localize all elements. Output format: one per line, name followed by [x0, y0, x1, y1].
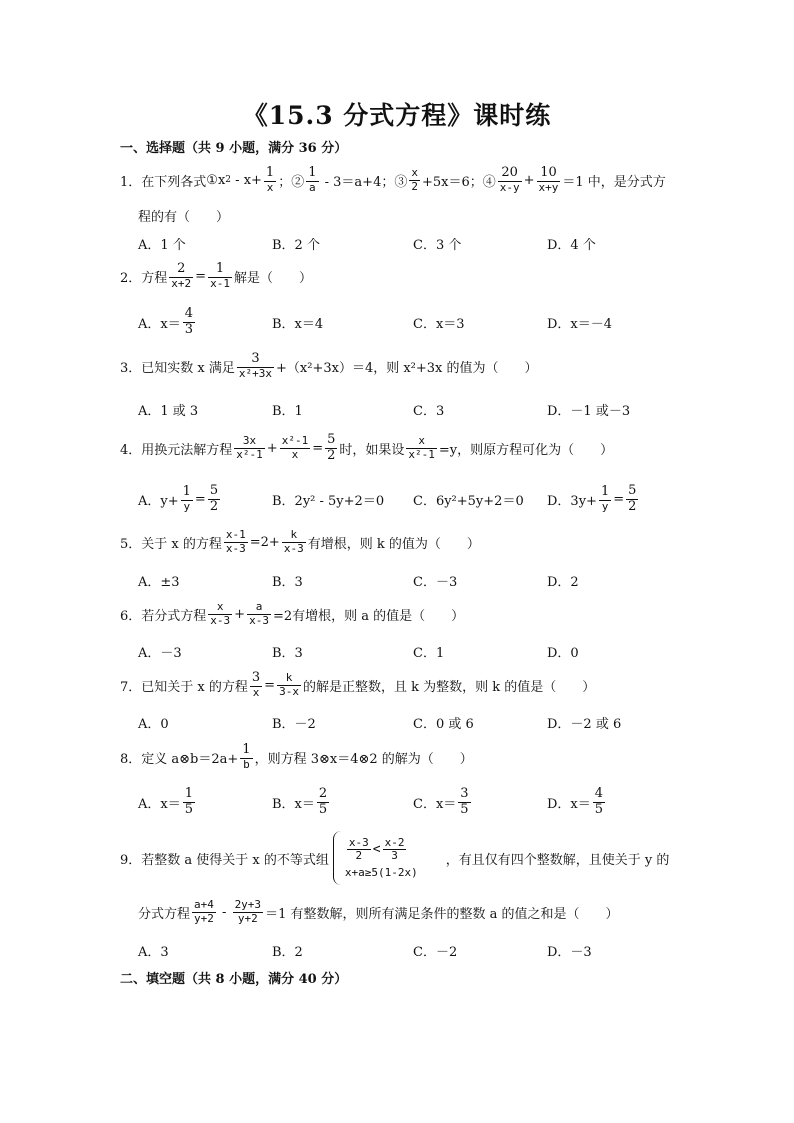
- numerator: 2y+3: [234, 898, 262, 912]
- denominator: 5: [318, 801, 328, 817]
- option-label: B．x＝: [272, 796, 315, 812]
- fraction: [599, 485, 611, 512]
- numerator: 1: [184, 786, 194, 802]
- inequality-row-1: [345, 837, 418, 862]
- fraction: [383, 837, 407, 862]
- option-b: B．－2: [272, 716, 316, 732]
- denominator: y: [183, 499, 191, 513]
- denominator: a: [309, 180, 316, 194]
- question-number: 2．: [120, 270, 142, 286]
- numerator: 1: [308, 165, 317, 181]
- fraction: [192, 899, 216, 924]
- question-8: [120, 738, 710, 776]
- denominator: x-3: [225, 541, 246, 555]
- question-4: [120, 428, 710, 468]
- numerator: 1: [600, 484, 610, 500]
- question-text: ，有且仅有四个整数解，且使关于 y 的: [445, 852, 670, 868]
- denominator: x-3: [249, 613, 269, 627]
- question-text: 若整数 a 使得关于 x 的不等式组: [141, 852, 329, 868]
- expr-text: +5x＝6；④: [421, 174, 496, 190]
- option-a: [138, 784, 197, 820]
- question-9-options: [138, 935, 698, 965]
- option-d: D．x＝－4: [547, 316, 613, 332]
- question-2-options: [138, 304, 698, 340]
- numerator: 4: [184, 306, 194, 322]
- question-text: 定义 a⊗b＝2a+: [141, 751, 239, 767]
- numerator: x²-1: [281, 434, 309, 448]
- section-heading-choice: 一、选择题（共 9 小题，满分 36 分）: [120, 141, 348, 156]
- expr-text: ①x: [206, 172, 226, 188]
- fraction: [458, 787, 470, 817]
- option-a: A．3: [138, 944, 169, 960]
- denominator: 5: [460, 801, 469, 817]
- question-number: 3．: [120, 360, 142, 376]
- question-number: 9．: [120, 852, 142, 868]
- fraction: [247, 601, 271, 626]
- inequality-row-2: x+a≥5(1-2x): [344, 866, 418, 880]
- option-label: A．x＝: [138, 796, 181, 812]
- numerator: 3x: [242, 434, 257, 448]
- denominator: x: [252, 685, 260, 699]
- fraction: [208, 262, 232, 289]
- fraction: [183, 787, 195, 817]
- question-3: [120, 346, 710, 386]
- numerator: a+4: [194, 898, 214, 912]
- option-b: B．2 个: [272, 237, 320, 253]
- fraction: [325, 433, 337, 463]
- fraction: [317, 787, 329, 817]
- option-c: C．x＝3: [413, 316, 465, 332]
- denominator: x²+3x: [238, 366, 273, 380]
- option-b: B．3: [272, 645, 303, 661]
- fraction: [208, 484, 220, 514]
- numerator: 1: [215, 261, 225, 277]
- fraction: [280, 435, 311, 460]
- numerator: 5: [327, 432, 336, 448]
- option-b: B．2: [272, 944, 303, 960]
- denominator: x-1: [210, 276, 230, 290]
- brace-icon: [333, 831, 342, 885]
- denominator: y: [601, 499, 609, 513]
- option-d: D．－3: [547, 944, 592, 960]
- numerator: x-1: [225, 528, 246, 542]
- question-number: 8．: [120, 751, 142, 767]
- option-b: [272, 784, 331, 820]
- fraction: [537, 166, 561, 193]
- denominator: 2: [411, 179, 418, 193]
- question-5-options: [138, 565, 698, 595]
- expr-text: =: [613, 491, 625, 507]
- expr-text: +: [523, 172, 535, 188]
- denominator: x-3: [210, 613, 231, 627]
- option-c: C．1: [413, 645, 445, 661]
- section-heading-fill: 二、填空题（共 8 小题，满分 40 分）: [120, 972, 348, 987]
- numerator: 1: [182, 484, 191, 500]
- denominator: x: [266, 180, 274, 194]
- expr-text: - x+: [231, 172, 262, 188]
- fraction: [406, 435, 437, 460]
- numerator: 3: [460, 786, 469, 802]
- expr-text: ；②: [278, 174, 305, 190]
- option-d: D．－1 或－3: [547, 403, 631, 419]
- option-d: D．－2 或 6: [547, 716, 622, 732]
- fraction: [347, 837, 371, 862]
- option-c: C．－3: [413, 574, 458, 590]
- denominator: 5: [184, 801, 194, 817]
- numerator: 2: [318, 786, 328, 802]
- expr-text: +: [266, 440, 278, 456]
- question-8-options: [138, 784, 698, 820]
- question-text: 解是（ ）: [233, 270, 312, 286]
- fraction: [277, 672, 301, 697]
- inequality-system: [333, 831, 418, 885]
- option-d: [547, 784, 607, 820]
- denominator: x-3: [283, 541, 304, 555]
- denominator: 3-x: [279, 684, 299, 698]
- denominator: y+2: [237, 911, 258, 925]
- question-text: 时，如果设: [339, 442, 405, 458]
- denominator: 3: [184, 321, 194, 337]
- exponent: 2: [225, 175, 232, 185]
- option-label: A．y+: [138, 493, 179, 509]
- expr-text: -: [217, 904, 231, 920]
- option-d: D．4 个: [547, 237, 596, 253]
- option-c: C．0 或 6: [413, 716, 474, 732]
- option-b: B．1: [272, 403, 303, 419]
- denominator: x²-1: [236, 447, 263, 461]
- fraction: [409, 167, 420, 192]
- numerator: 1: [242, 742, 251, 758]
- option-a: [138, 480, 222, 518]
- fraction: [240, 743, 252, 770]
- question-6-options: [138, 636, 698, 666]
- numerator: x: [216, 600, 224, 614]
- question-text: 用换元法解方程: [141, 442, 233, 458]
- denominator: x²-1: [408, 447, 435, 461]
- option-c: C．3 个: [413, 237, 462, 253]
- numerator: k: [285, 671, 293, 685]
- question-text: 有增根，则 k 的值为（ ）: [307, 536, 480, 552]
- question-9-continuation: [138, 894, 728, 930]
- denominator: 2: [327, 447, 336, 463]
- expr-text: =: [194, 491, 206, 507]
- question-text: ＝1 中，是分式方: [562, 174, 666, 190]
- expr-text: =2+: [249, 534, 280, 550]
- numerator: x-2: [384, 835, 405, 849]
- question-7: [120, 667, 710, 703]
- question-text: 在下列各式: [141, 174, 207, 190]
- numerator: x: [418, 434, 425, 448]
- fraction: [233, 899, 264, 924]
- question-text: 关于 x 的方程: [141, 536, 222, 552]
- option-d: [547, 480, 640, 518]
- option-d: D．0: [547, 645, 579, 661]
- numerator: 10: [540, 165, 557, 181]
- question-text: 方程: [141, 270, 168, 286]
- question-text: =y，则原方程可化为（ ）: [438, 442, 614, 458]
- question-1: [120, 162, 710, 198]
- option-a: A．1 个: [138, 237, 186, 253]
- option-c: C．－2: [413, 944, 458, 960]
- numerator: a: [255, 600, 263, 614]
- question-text: ，则方程 3⊗x＝4⊗2 的解为（ ）: [254, 751, 473, 767]
- option-a: A．0: [138, 716, 169, 732]
- expr-text: =: [195, 268, 207, 284]
- numerator: 5: [209, 483, 219, 499]
- denominator: 2: [209, 498, 219, 514]
- numerator: 4: [594, 786, 604, 802]
- question-number: 7．: [120, 679, 142, 695]
- option-d: D．2: [547, 574, 579, 590]
- numerator: 1: [265, 165, 275, 181]
- question-text: +（x²+3x）＝4，则 x²+3x 的值为（ ）: [276, 360, 538, 376]
- question-text: =2有增根，则 a 的值是（ ）: [272, 608, 465, 624]
- denominator: 5: [594, 801, 604, 817]
- denominator: y+2: [194, 911, 214, 925]
- question-4-options: [138, 480, 698, 518]
- fraction: [593, 787, 605, 817]
- fraction: [234, 435, 265, 460]
- numerator: x-3: [348, 835, 369, 849]
- fraction: [626, 484, 638, 514]
- question-number: 6．: [120, 608, 142, 624]
- question-6: [120, 596, 710, 632]
- option-label: D．3y+: [547, 493, 597, 509]
- option-a: A．1 或 3: [138, 403, 199, 419]
- question-9: [120, 828, 710, 888]
- expr-text: <: [372, 842, 381, 857]
- expr-text: =: [312, 440, 324, 456]
- denominator: 3: [391, 849, 398, 862]
- numerator: 20: [501, 165, 518, 181]
- expr-text: +: [234, 606, 246, 622]
- question-text: 的解是正整数，且 k 为整数，则 k 的值是（ ）: [302, 679, 596, 695]
- fraction: [306, 166, 318, 193]
- question-text: 分式方程: [138, 906, 191, 922]
- denominator: x+2: [171, 276, 192, 290]
- question-1-options: [138, 228, 698, 258]
- expr-text: - 3＝a+4；③: [320, 174, 408, 190]
- numerator: 3: [251, 351, 260, 367]
- numerator: 3: [251, 670, 261, 686]
- fraction: [264, 166, 276, 193]
- option-label: C．x＝: [413, 796, 457, 812]
- numerator: x: [411, 166, 418, 180]
- question-3-options: [138, 394, 698, 424]
- numerator: 5: [628, 483, 637, 499]
- question-number: 4．: [120, 442, 142, 458]
- fraction: [169, 262, 193, 289]
- option-label: D．x＝: [547, 796, 591, 812]
- denominator: 2: [628, 498, 637, 514]
- option-b: B．3: [272, 574, 303, 590]
- numerator: 2: [177, 261, 186, 277]
- question-7-options: [138, 707, 698, 737]
- option-b: B．2y² - 5y+2＝0: [272, 493, 385, 509]
- fraction: [183, 307, 195, 337]
- fraction: [498, 166, 522, 193]
- option-label: A．x＝: [138, 316, 181, 332]
- expr-text: =: [264, 677, 276, 693]
- option-c: C．6y²+5y+2＝0: [413, 493, 524, 509]
- question-2: [120, 258, 710, 294]
- page-title: 《15.3 分式方程》课时练: [242, 101, 552, 130]
- option-c: C．3: [413, 403, 445, 419]
- option-a: A．－3: [138, 645, 182, 661]
- denominator: x: [291, 447, 299, 461]
- fraction: [208, 601, 232, 626]
- question-text: ＝1 有整数解，则所有满足条件的整数 a 的值之和是（ ）: [265, 906, 619, 922]
- fraction: [224, 529, 248, 554]
- option-b: B．x＝4: [272, 316, 324, 332]
- denominator: 2: [355, 849, 363, 862]
- denominator: x-y: [499, 180, 520, 194]
- option-c: [413, 784, 473, 820]
- option-a: [138, 304, 197, 340]
- fraction: [282, 529, 306, 554]
- question-5: [120, 524, 710, 560]
- question-text: 已知实数 x 满足: [141, 360, 235, 376]
- option-a: A．±3: [138, 574, 180, 590]
- question-number: 5．: [120, 536, 142, 552]
- question-1-continuation: 程的有（ ）: [138, 209, 230, 225]
- question-text: 已知关于 x 的方程: [141, 679, 248, 695]
- fraction: [181, 485, 193, 512]
- numerator: k: [290, 528, 298, 542]
- denominator: x+y: [538, 180, 559, 194]
- question-text: 若分式方程: [141, 608, 207, 624]
- question-number: 1．: [120, 174, 142, 190]
- fraction: [250, 671, 262, 698]
- fraction: [237, 352, 274, 379]
- denominator: b: [243, 757, 250, 771]
